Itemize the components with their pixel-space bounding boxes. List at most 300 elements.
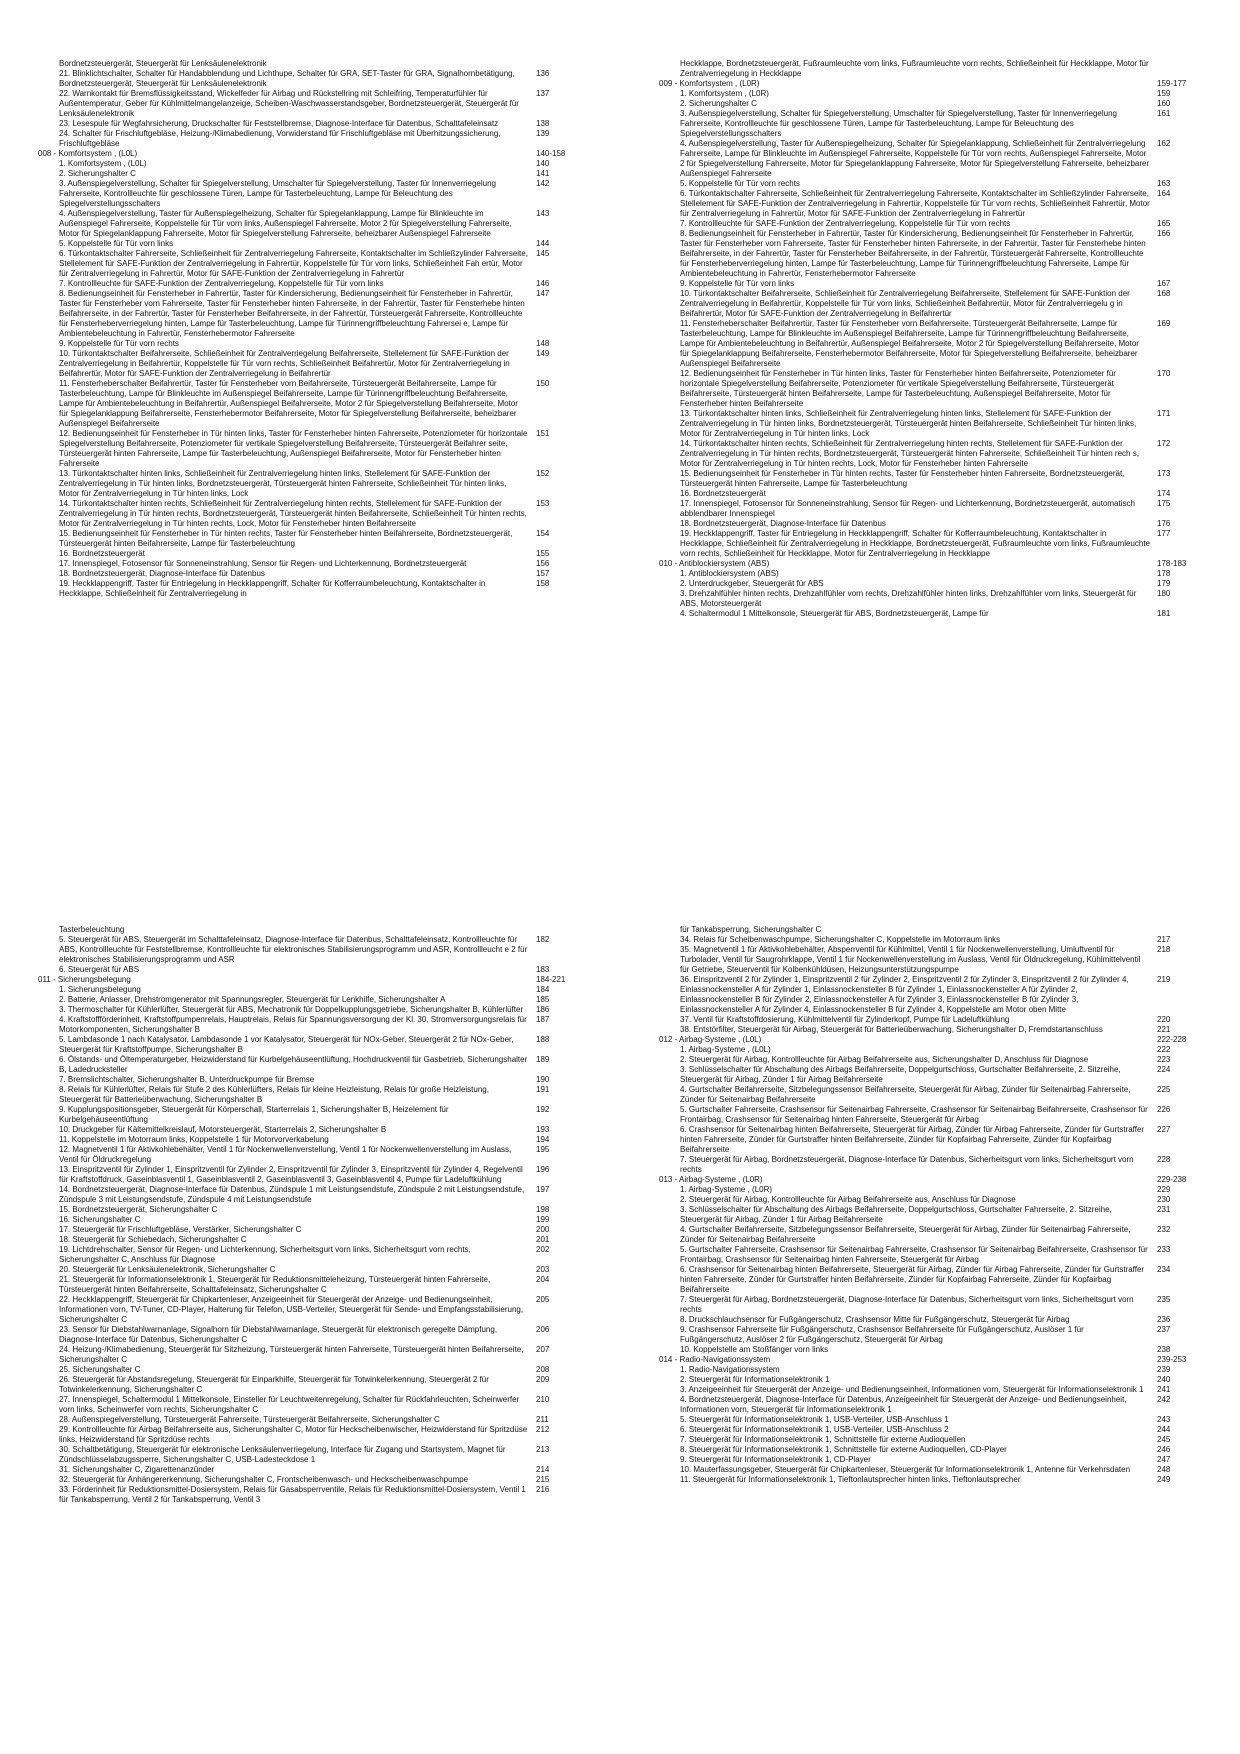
entry-text: 10. Türkontaktschalter Beifahrerseite, Schließeinheit für Zentralverriegelung Beifahrerseite, Stellelement für SAFE-Funktion der Zentralverriegelung in Beifahrertür, Koppelstelle für Tür vorn links, Schließeinheit Beifahrertür, Motor für Zentralverriegelu g in Beifahrertür, Motor für SAFE-Funktion der Zentralverriegelung in Beifahrertür	[680, 289, 1130, 318]
index-entry	[59, 1085, 579, 1105]
entry-text: 5. Koppelstelle für Tür vorn links	[59, 239, 174, 248]
entry-text: 3. Thermoschalter für Kühlerlüfter, Steuergerät für ABS, Mechatronik für Doppelkupplungsgetriebe, Sicherungshalter B, Kühlerlüfter	[59, 1005, 524, 1014]
entry-text: 19. Heckklappengriff, Taster für Entriegelung in Heckklappengriff, Schalter für Kofferraumbeleuchtung, Kontaktschalter in Heckklappe, Schließeinheit für Zentralverriegelung in	[59, 579, 486, 598]
entry-text: 18. Bordnetzsteuergerät, Diagnose-Interface für Datenbus	[59, 569, 265, 578]
index-panel-bottom-left	[38, 925, 579, 1505]
index-entry	[59, 169, 579, 179]
entry-text: 7. Steuergerät für Airbag, Bordnetzsteuergerät, Diagnose-Interface für Datenbus, Sicherheitsgurt vorn links, Sicherheitsgurt vorn rechts	[680, 1295, 1134, 1314]
index-entry	[680, 519, 1200, 529]
entry-text: 4. Kraftstoffförderinheit, Kraftstoffpumpenrelais, Hauptrelais, Relais für Spannungsversorgung der Kl. 30, Stromversorgungsrelais für Motorkomponenten, Sicherungshalter B	[59, 1015, 527, 1034]
page-number: 233	[1157, 1245, 1171, 1254]
page-number: 152	[536, 469, 550, 478]
index-entry	[59, 129, 579, 149]
index-entry	[680, 189, 1200, 219]
entry-text: 23. Sensor für Diebstahlwarnanlage, Signalhorn für Diebstahlwarnanlage, Steuergerät für elektronisch geregelte Dämpfung, Diagnose-Interface für Datenbus, Sicherungshalter C	[59, 1325, 498, 1344]
index-entry	[680, 89, 1200, 99]
page-number: 247	[1157, 1455, 1171, 1464]
index-entry	[680, 945, 1200, 975]
entry-text: 38. Entstörfilter, Steuergerät für Airbag, Steuergerät für Batterieüberwachung, Sicherungshalter D, Fremdstartanschluss	[680, 1025, 1103, 1034]
page-number: 239-253	[1157, 1355, 1187, 1364]
entry-text: 4. Gurtschalter Beifahrerseite, Sitzbelegungssensor Beifahrerseite, Steuergerät für Airbag, Zünder für Seitenairbag Fahrerseite, Zünder für Seitenairbag Beifahrerseite	[680, 1085, 1131, 1104]
entry-text: 010 - Antiblockiersystem (ABS)	[659, 559, 770, 568]
index-entry	[59, 1425, 579, 1445]
page-number: 195	[536, 1145, 550, 1154]
index-panel-top-right	[659, 59, 1200, 619]
page-number: 187	[536, 1015, 550, 1024]
entry-text: 12. Bedienungseinheit für Fensterheber in Tür hinten links, Taster für Fensterheber hinten Beifahrerseite, Potenziometer für horizontale Spiegelverstellung Beifahrerseite, Potenziometer für vertikale Spiegelverstellung Beifahrerseite, Türsteuergerät Beifahrerseite, Türsteuergerät hinten Beifahrerseite, Lampe für Tasterbeleuchtung, Außenspiegel Beifahrerseite, Motor für Fensterheber hinten Beifahrerseite	[680, 369, 1116, 408]
index-entry	[59, 119, 579, 129]
index-entry	[680, 1375, 1200, 1385]
page-number: 181	[1157, 609, 1171, 618]
page-number: 225	[1157, 1085, 1171, 1094]
page-number: 232	[1157, 1225, 1171, 1234]
entry-text: 7. Steuergerät für Airbag, Bordnetzsteuergerät, Diagnose-Interface für Datenbus, Sicherheitsgurt vorn links, Sicherheitsgurt vorn rechts	[680, 1155, 1134, 1174]
page-number: 212	[536, 1425, 550, 1434]
page-number: 215	[536, 1475, 550, 1484]
index-entry	[59, 1475, 579, 1485]
page-number: 231	[1157, 1205, 1171, 1214]
index-entry	[59, 249, 579, 279]
entry-text: 7. Kontrollleuchte für SAFE-Funktion der Zentralverriegelung, Koppelstelle für Tür vorn links	[59, 279, 384, 288]
page-number: 234	[1157, 1265, 1171, 1274]
index-entry	[680, 499, 1200, 519]
page-number: 240	[1157, 1375, 1171, 1384]
entry-text: 10. Druckgeber für Kältemittelkreislauf, Motorsteuergerät, Starterrelais 2, Sicherungshalter B	[59, 1125, 387, 1134]
entry-text: 28. Außenspiegelverstellung, Türsteuergerät Fahrerseite, Türsteuergerät Beifahrerseite, Sicherungshalter C	[59, 1415, 440, 1424]
entry-text: 6. Crashsensor für Seitenairbag hinten Beifahrerseite, Steuergerät für Airbag, Zünder für Airbag Fahrerseite, Zünder für Gurtstraffer hinten Fahrerseite, Zünder für Gurtstraffer hinten Beifahrerseite, Zünder für Kopfairbag Fahrerseite, Zünder für Kopfairbag Beifahrerseite	[680, 1265, 1145, 1294]
entry-text: 15. Bordnetzsteuergerät, Sicherungshalter C	[59, 1205, 218, 1214]
page-number: 207	[536, 1345, 550, 1354]
entry-text: 18. Steuergerät für Schiebedach, Sicherungshalter C	[59, 1235, 247, 1244]
page-number: 249	[1157, 1475, 1171, 1484]
index-entry	[59, 1055, 579, 1075]
page-number: 169	[1157, 319, 1171, 328]
page-number: 210	[536, 1395, 550, 1404]
entry-text: 36. Einspritzventil 2 für Zylinder 1, Einspritzventil 2 für Zylinder 2, Einspritzventil 2 für Zylinder 3, Einspritzventil 2 für Zylinder 4, Einlassnockensteller A für Zylinder 1, Einlassnockensteller B für Zylinder 1, Einlassnockensteller A für Zylinder 2, Einlassnockensteller B für Zylinder 2, Einlassnockensteller A für Zylinder 3, Einlassnockensteller B für Zylinder 3, Einlassnockensteller A für Zylinder 4, Einlassnockensteller B für Zylinder 4, Koppelstelle am Motor oben Mitte	[680, 975, 1129, 1014]
index-entry	[680, 99, 1200, 109]
index-entry	[680, 1055, 1200, 1065]
page-number: 156	[536, 559, 550, 568]
index-entry	[59, 1005, 579, 1015]
page-number: 179	[1157, 579, 1171, 588]
index-entry	[59, 499, 579, 529]
index-entry	[59, 1415, 579, 1425]
page-number: 149	[536, 349, 550, 358]
index-entry	[680, 59, 1200, 79]
index-entry	[680, 579, 1200, 589]
index-entry	[680, 1105, 1200, 1125]
entry-text: 9. Crashsensor Fahrerseite für Fußgängerschutz, Crashsensor Beifahrerseite für Fußgängerschutz, Auslöser 1 für Fußgängerschutz, Auslöser 2 für Fußgängerschutz, Steuergerät für Airbag	[680, 1325, 1084, 1344]
page-number: 205	[536, 1295, 550, 1304]
index-entry	[680, 1155, 1200, 1175]
entry-text: 4. Bordnetzsteuergerät, Diagnose-Interface für Datenbus, Anzeigeeinheit für Steuergerät der Anzeige- und Bedienungseinheit, Informationen vorn, Steuergerät für Informationselektronik 1	[680, 1395, 1127, 1414]
page-number: 160	[1157, 99, 1171, 108]
entry-text: 2. Batterie, Anlasser, Drehstromgenerator mit Spannungsregler, Steuergerät für Lenkhilfe, Sicherungshalter A	[59, 995, 446, 1004]
entry-text: Bordnetzsteuergerät, Steuergerät für Lenksäulenelektronik	[59, 59, 267, 68]
page-number: 142	[536, 179, 550, 188]
entry-text: 3. Außenspiegelverstellung, Schalter für Spiegelverstellung, Umschalter für Spiegelverstellung, Taster für Innenverriegelung Fahrerseite, Kontrollleuchte für geschlossene Türen, Lampe für Tasterbeleuchtung, Lampe für Beleuchtung des Spiegelverstellungsschalters	[680, 109, 1117, 138]
entry-text: 26. Steuergerät für Abstandsregelung, Steuergerät für Einparkhilfe, Steuergerät für Totwinkelerkennung, Steuergerät 2 für Totwinkelerkennung, Sicherungshalter C	[59, 1375, 489, 1394]
page-number: 176	[1157, 519, 1171, 528]
index-entry	[59, 1105, 579, 1125]
page-number: 184-221	[536, 975, 566, 984]
index-entry	[680, 469, 1200, 489]
page-number: 220	[1157, 1015, 1171, 1024]
page-number: 173	[1157, 469, 1171, 478]
entry-text: 10. Koppelstelle am Stoßfänger vorn links	[680, 1345, 829, 1354]
page-number: 194	[536, 1135, 550, 1144]
page-number: 237	[1157, 1325, 1171, 1334]
page-number: 228	[1157, 1155, 1171, 1164]
page-number: 144	[536, 239, 550, 248]
page-number: 167	[1157, 279, 1171, 288]
entry-text: 6. Crashsensor für Seitenairbag hinten Beifahrerseite, Steuergerät für Airbag, Zünder für Airbag Fahrerseite, Zünder für Gurtstraffer hinten Fahrerseite, Zünder für Gurtstraffer hinten Beifahrerseite, Zünder für Kopfairbag Fahrerseite, Zünder für Kopfairbag Beifahrerseite	[680, 1125, 1145, 1154]
page-number: 245	[1157, 1435, 1171, 1444]
entry-text: 009 - Komfortsystem , (L0R)	[659, 79, 760, 88]
index-entry	[59, 429, 579, 469]
index-entry	[680, 1455, 1200, 1465]
page-number: 159	[1157, 89, 1171, 98]
index-entry	[59, 1485, 579, 1505]
index-entry	[59, 1165, 579, 1185]
entry-text: 8. Relais für Kühlerlüfter, Relais für Stufe 2 des Kühlerlüfters, Relais für kleine Heizleistung, Relais für große Heizleistung, Steuergerät für Batterieüberwachung, Sicherungshalter B	[59, 1085, 489, 1104]
entry-text: 14. Türkontaktschalter hinten rechts, Schließeinheit für Zentralverriegelung hinten rechts, Stellelement für SAFE-Funktion der Zentralverriegelung in Tür hinten rechts, Bordnetzsteuergerät, Türsteuergerät hinten Fahrerseite, Schließeinheit Tür hinten rech s, Motor für Zentralverriegelung in Tür hinten rechts, Lock, Motor für Fensterheber hinten Fahrerseite	[680, 439, 1139, 468]
index-entry	[59, 569, 579, 579]
entry-text: 29. Kontrollleuchte für Airbag Beifahrerseite aus, Sicherungshalter C, Motor für Heckscheibenwischer, Heizwiderstand für Spritzdüse links, Heizwiderstand für Spritzdüse rechts	[59, 1425, 528, 1444]
entry-text: 11. Steuergerät für Informationselektronik 1, Tieftonlautsprecher hinten links, Tieftonlautsprecher	[680, 1475, 1021, 1484]
entry-text: 9. Koppelstelle für Tür vorn links	[680, 279, 795, 288]
page-number: 222	[1157, 1045, 1171, 1054]
page-number: 170	[1157, 369, 1171, 378]
entry-text: 4. Schaltermodul 1 Mittelkonsole, Steuergerät für ABS, Bordnetzsteuergerät, Lampe für	[680, 609, 989, 618]
index-entry	[680, 1205, 1200, 1225]
entry-text: 16. Bordnetzsteuergerät	[680, 489, 766, 498]
index-entry	[59, 935, 579, 965]
index-entry	[680, 439, 1200, 469]
page-number: 157	[536, 569, 550, 578]
index-entry	[680, 319, 1200, 369]
index-entry	[680, 229, 1200, 279]
index-entry	[59, 239, 579, 249]
index-entry	[680, 409, 1200, 439]
section-heading	[659, 1035, 1200, 1045]
entry-text: 9. Koppelstelle für Tür vorn rechts	[59, 339, 179, 348]
page-number: 140-158	[536, 149, 566, 158]
index-entry	[680, 1045, 1200, 1055]
page-number: 238	[1157, 1345, 1171, 1354]
index-panel-top-left	[38, 59, 579, 599]
entry-text: 014 - Radio-Navigationssystem	[659, 1355, 771, 1364]
page-number: 235	[1157, 1295, 1171, 1304]
page-number: 161	[1157, 109, 1171, 118]
entry-text: 7. Kontrollleuchte für SAFE-Funktion der Zentralverriegelung, Koppelstelle für Tür vorn rechts	[680, 219, 1011, 228]
entry-text: 3. Drehzahlfühler hinten rechts, Drehzahlfühler vorn rechts, Drehzahlfühler hinten links, Drehzahlfühler vorn links, Steuergerät für ABS, Motorsteuergerät	[680, 589, 1137, 608]
entry-text: 32. Steuergerät für Anhängererkennung, Sicherungshalter C, Frontscheibenwasch- und Heckscheibenwaschpumpe	[59, 1475, 469, 1484]
entry-text: 3. Schlüsselschalter für Abschaltung des Airbags Beifahrerseite, Doppelgurtschloss, Gurtschalter Fahrerseite, 2. Sitzreihe, Steuergerät für Airbag, Zünder 1 für Airbag Beifahrerseite	[680, 1205, 1112, 1224]
index-entry	[680, 1195, 1200, 1205]
page-number: 137	[536, 89, 550, 98]
entry-text: 25. Sicherungshalter C	[59, 1365, 141, 1374]
index-entry	[680, 1325, 1200, 1345]
entry-text: 6. Türkontaktschalter Fahrerseite, Schließeinheit für Zentralverriegelung Fahrerseite, Kontaktschalter im Schließzylinder Fahrerseite, Stellelement für SAFE-Funktion der Zentralverriegelung in Fahrertür, Koppelstelle für Tür vorn links, Schließeinheit Fah ertür, Motor für Zentralverriegelung in Fahrertür, Motor für SAFE-Funktion der Zentralverriegelung in Fahrertür	[59, 249, 528, 278]
page-number: 246	[1157, 1445, 1171, 1454]
entry-text: 13. Türkontaktschalter hinten links, Schließeinheit für Zentralverriegelung hinten links, Stellelement für SAFE-Funktion der Zentralverriegelung in Tür hinten links, Bordnetzsteuergerät, Türsteuergerät hinten Fahrerseite, Schließeinheit Tür hinten links, Motor für Zentralverriegelung in Tür hinten links, Lock	[59, 469, 507, 498]
page-number: 183	[536, 965, 550, 974]
entry-text: 5. Lambdasonde 1 nach Katalysator, Lambdasonde 1 vor Katalysator, Steuergerät für NOx-Geber, Steuergerät 2 für NOx-Geber, Steuergerät für Kraftstoffpumpe, Sicherungshalter B	[59, 1035, 514, 1054]
page-number: 248	[1157, 1465, 1171, 1474]
entry-text: 1. Antiblockiersystem (ABS)	[680, 569, 779, 578]
index-entry	[680, 1225, 1200, 1245]
page-number: 193	[536, 1125, 550, 1134]
page-number: 136	[536, 69, 550, 78]
entry-text: 23. Lesespule für Wegfahrsicherung, Druckschalter für Feststellbremse, Diagnose-Interface für Datenbus, Schalttafeleinsatz	[59, 119, 499, 128]
index-entry	[680, 289, 1200, 319]
entry-text: 9. Kupplungspositionsgeber, Steuergerät für Körperschall, Starterrelais 1, Sicherungshalter B, Heizelement für Kurbelgehäuseentlüftung	[59, 1105, 449, 1124]
page-number: 241	[1157, 1385, 1171, 1394]
entry-text: 17. Innenspiegel, Fotosensor für Sonneneinstrahlung, Sensor für Regen- und Lichterkennung, Bordnetzsteuergerät	[59, 559, 467, 568]
page-number: 218	[1157, 945, 1171, 954]
page-number: 186	[536, 1005, 550, 1014]
index-entry	[59, 925, 579, 935]
index-entry	[680, 1365, 1200, 1375]
index-entry	[59, 339, 579, 349]
entry-text: 3. Anzeigeeinheit für Steuergerät der Anzeige- und Bedienungseinheit, Informationen vorn, Steuergerät für Informationselektronik 1	[680, 1385, 1144, 1394]
entry-text: 6. Türkontaktschalter Fahrerseite, Schließeinheit für Zentralverriegelung Fahrerseite, Kontaktschalter im Schließzylinder Fahrerseite, Stellelement für SAFE-Funktion der Zentralverriegelung in Fahrertür, Koppelstelle für Tür vorn rechts, Schließeinheit Fahrertür, Motor für Zentralverriegelung in Fahrertür, Motor für SAFE-Funktion der Zentralverriegelung in Fahrertür	[680, 189, 1150, 218]
entry-text: 6. Steuergerät für ABS	[59, 965, 140, 974]
page-number: 226	[1157, 1105, 1171, 1114]
entry-text: 7. Bremslichtschalter, Sicherungshalter B, Unterdruckpumpe für Bremse	[59, 1075, 315, 1084]
page-number: 196	[536, 1165, 550, 1174]
entry-text: 10. Mauterfassungsgeber, Steuergerät für Chipkartenleser, Steuergerät für Informationselektronik 1, Antenne für Verkehrsdaten	[680, 1465, 1131, 1474]
page-number: 182	[536, 935, 550, 944]
section-heading	[38, 975, 579, 985]
index-entry	[59, 1365, 579, 1375]
index-entry	[59, 379, 579, 429]
page-number: 155	[536, 549, 550, 558]
index-entry	[680, 1425, 1200, 1435]
index-panel-bottom-right	[659, 925, 1200, 1485]
page-number: 229-238	[1157, 1175, 1187, 1184]
entry-text: 1. Komfortsystem , (L0R)	[680, 89, 769, 98]
page-number: 171	[1157, 409, 1171, 418]
index-entry	[680, 109, 1200, 139]
entry-text: 19. Heckklappengriff, Taster für Entriegelung in Heckklappengriff, Schalter für Kofferraumbeleuchtung, Kontaktschalter in Heckklappe, Schließeinheit für Zentralverriegelung in Heckklappe, Bordnetzsteuergerät, Fußraumleuchte vorn links, Fußraumleuchte vorn rechts, Schließeinheit für Heckklappe, Motor für Zentralverriegelung in Heckklappe	[680, 529, 1151, 558]
entry-text: 10. Türkontaktschalter Beifahrerseite, Schließeinheit für Zentralverriegelung Beifahrerseite, Stellelement für SAFE-Funktion der Zentralverriegelung in Beifahrertür, Koppelstelle für Tür vorn rechts, Schließeinheit Beifahrertür, Motor für Zentralverriegelung in Beifahrertür, Motor für SAFE-Funktion der Zentralverriegelung in Beifahrertür	[59, 349, 510, 378]
page-number: 208	[536, 1365, 550, 1374]
page-number: 150	[536, 379, 550, 388]
entry-text: 1. Radio-Navigationssystem	[680, 1365, 780, 1374]
index-entry	[59, 289, 579, 339]
entry-text: 30. Schaltbetätigung, Steuergerät für elektronische Lenksäulenverriegelung, Interface für Zugang und Startsystem, Magnet für Zündschlüsselabzugssperre, Sicherungshalter C, USB-Ladesteckdose 1	[59, 1445, 506, 1464]
page-number: 219	[1157, 975, 1171, 984]
index-entry	[59, 1375, 579, 1395]
index-entry	[680, 1065, 1200, 1085]
page-number: 159-177	[1157, 79, 1187, 88]
entry-text: 17. Innenspiegel, Fotosensor für Sonneneinstrahlung, Sensor für Regen- und Lichterkennung, Bordnetzsteuergerät, automatisch abblendbarer Innenspiegel	[680, 499, 1135, 518]
entry-text: 8. Bedienungseinheit für Fensterheber in Fahrertür, Taster für Kindersicherung, Bedienungseinheit für Fensterheber in Fahrertür, Taster für Fensterheber vorn Fahrerseite, Taster für Fensterheber hinten Fahrerseite, in der Fahrertür, Taster für Fensterhebe hinten Beifahrerseite, in der Fahrertür, Taster für Fensterheber Beifahrerseite, in der Fahrertür, Türsteuergerät Fahrerseite, Kontrollleuchte für Fensterheberverriegelung hinten, Lampe für Tasterbeleuchtung, Lampe für Türinnengriffbeleuchtung Fahrersei e, Lampe für Ambientebeleuchtung in Fahrertür, Fensterhebermotor Fahrerseite	[59, 289, 525, 338]
index-entry	[59, 469, 579, 499]
index-entry	[59, 1015, 579, 1035]
index-entry	[680, 1295, 1200, 1315]
entry-text: 5. Gurtschalter Fahrerseite, Crashsensor für Seitenairbag Fahrerseite, Crashsensor für Seitenairbag Beifahrerseite, Crashsensor für Frontairbag, Crashsensor für Seitenairbag hinten Fahrerseite, Steuergerät für Airbag	[680, 1245, 1148, 1264]
index-entry	[59, 1325, 579, 1345]
page-number: 189	[536, 1055, 550, 1064]
entry-text: 22. Heckklappengriff, Steuergerät für Chipkartenleser, Anzeigeeinheit für Steuergerät der Anzeige- und Bedienungseinheit, Informationen vorn, TV-Tuner, CD-Player, Halterung für Telefon, USB-Verteiler, Steuergerät für Sende- und Empfangsstabilisierung, Sicherungshalter C	[59, 1295, 524, 1324]
page-number: 214	[536, 1465, 550, 1474]
page-number: 184	[536, 985, 550, 994]
page-number: 197	[536, 1185, 550, 1194]
index-entry	[59, 549, 579, 559]
index-entry	[59, 1185, 579, 1205]
page-number: 209	[536, 1375, 550, 1384]
index-entry	[680, 1085, 1200, 1105]
page-number: 145	[536, 249, 550, 258]
index-entry	[59, 579, 579, 599]
index-entry	[680, 1185, 1200, 1195]
index-entry	[59, 1295, 579, 1325]
index-entry	[680, 925, 1200, 935]
section-heading	[38, 149, 579, 159]
entry-text: 20. Steuergerät für Lenksäulenelektronik, Sicherungshalter C	[59, 1265, 276, 1274]
entry-text: 14. Türkontaktschalter hinten rechts, Schließeinheit für Zentralverriegelung hinten rechts, Stellelement für SAFE-Funktion der Zentralverriegelung in Tür hinten rechts, Bordnetzsteuergerät, Türsteuergerät hinten Beifahrerseite, Schließeinheit Tür hinten rechts, Motor für Zentralverriegelung in Tür hinten rechts, Lock, Motor für Fensterheber hinten Beifahrerseite	[59, 499, 527, 528]
entry-text: 13. Türkontaktschalter hinten links, Schließeinheit für Zentralverriegelung hinten links, Stellelement für SAFE-Funktion der Zentralverriegelung in Tür hinten links, Bordnetzsteuergerät, Türsteuergerät hinten Beifahrerseite, Schließeinheit Tür hinten links, Motor für Zentralverriegelung in Tür hinten links, Lock	[680, 409, 1137, 438]
entry-text: 9. Steuergerät für Informationselektronik 1, CD-Player	[680, 1455, 871, 1464]
entry-text: 6. Steuergerät für Informationselektronik 1, USB-Verteiler, USB-Anschluss 2	[680, 1425, 949, 1434]
index-entry	[680, 1475, 1200, 1485]
index-entry	[59, 1465, 579, 1475]
entry-text: 012 - Airbag-Systeme , (L0L)	[659, 1035, 762, 1044]
page-number: 223	[1157, 1055, 1171, 1064]
entry-text: 24. Schalter für Frischluftgebläse, Heizung-/Klimabedienung, Vorwiderstand für Frischluftgebläse mit Überhitzungssicherung, Frischluftgebläse	[59, 129, 501, 148]
entry-text: 8. Steuergerät für Informationselektronik 1, Schnittstelle für externe Audioquellen, CD-Player	[680, 1445, 1007, 1454]
page-number: 158	[536, 579, 550, 588]
page-number: 151	[536, 429, 550, 438]
entry-text: 5. Koppelstelle für Tür vorn rechts	[680, 179, 800, 188]
page-number: 164	[1157, 189, 1171, 198]
section-heading	[659, 1355, 1200, 1365]
entry-text: 21. Steuergerät für Informationselektronik 1, Steuergerät für Reduktionsmitteleheizung, Türsteuergerät hinten Fahrerseite, Türsteuergerät hinten Beifahrerseite, Schalttafeleinsatz, Sicherungshalter C	[59, 1275, 491, 1294]
page-number: 229	[1157, 1185, 1171, 1194]
section-heading	[659, 1175, 1200, 1185]
index-entry	[680, 1015, 1200, 1025]
index-entry	[59, 1075, 579, 1085]
page-number: 163	[1157, 179, 1171, 188]
page-number: 200	[536, 1225, 550, 1234]
index-entry	[680, 1245, 1200, 1265]
index-entry	[680, 529, 1200, 559]
entry-text: 13. Einspritzventil für Zylinder 1, Einspritzventil für Zylinder 2, Einspritzventil für Zylinder 3, Einspritzventil für Zylinder 4, Regelventil für Kraftstoffdruck, Gaseinblasventil 1, Gaseinblasventil 2, Gaseinblasventil 3, Gaseinblasventil 4, Pumpe für Ladeluftkühlung	[59, 1165, 523, 1184]
entry-text: 008 - Komfortsystem , (L0L)	[38, 149, 138, 158]
index-entry	[59, 985, 579, 995]
page-number: 221	[1157, 1025, 1171, 1034]
index-entry	[680, 1025, 1200, 1035]
index-entry	[680, 1445, 1200, 1455]
index-entry	[680, 369, 1200, 409]
page-number: 180	[1157, 589, 1171, 598]
entry-text: 011 - Sicherungsbelegung	[38, 975, 131, 984]
page-number: 236	[1157, 1315, 1171, 1324]
entry-text: 1. Airbag-Systeme , (L0R)	[680, 1185, 773, 1194]
page-number: 203	[536, 1265, 550, 1274]
page-number: 202	[536, 1245, 550, 1254]
page-number: 153	[536, 499, 550, 508]
entry-text: 27. Innenspiegel, Schaltermodul 1 Mittelkonsole, Einsteller für Leuchtweitenregelung, Schalter für Rückfahrleuchten, Scheinwerfer vorn links, Scheinwerfer vorn rechts, Sicherungshalter C	[59, 1395, 520, 1414]
index-entry	[59, 1275, 579, 1295]
index-entry	[59, 1235, 579, 1245]
page-number: 211	[536, 1415, 549, 1424]
page-number: 192	[536, 1105, 550, 1114]
entry-text: 11. Fensterheberschalter Beifahrertür, Taster für Fensterheber vorn Beifahrerseite, Türsteuergerät Beifahrerseite, Lampe für Tasterbeleuchtung, Lampe für Blinkleuchte im Außenspiegel Beifahrerseite, Lampe für Türinnengriffbeleuchtung Beifahrerseite, Lampe für Ambientebeleuchtung in Beifahrertür, Außenspiegel Beifahrerseite, Motor 2 für Spiegelverstellung Beifahrerseite, Motor für Spiegelanklappung Beifahrerseite, Fensterhebermotor Beifahrerseite, Motor für Spiegelverstellung Beifahrerseite, beheizbarer Außenspiegel Beifahrerseite	[59, 379, 518, 428]
page-number: 178-183	[1157, 559, 1187, 568]
entry-text: 35. Magnetventil 1 für Aktivkohlebehälter, Absperrventil für Kühlmittel, Ventil 1 für Nockenwellenverstellung, Umluftventil für Turbolader, Ventil für Saugrohrklappe, Ventil 1 für Nockenwellenverstellung im Auslass, Ventil für Öldruckregelung, Kühlmittelventil für Getriebe, Steuerventil für Kolbenkühldüsen, Heizungsunterstützungspumpe	[680, 945, 1141, 974]
index-entry	[680, 179, 1200, 189]
entry-text: Tasterbeleuchtung	[59, 925, 125, 934]
index-entry	[680, 1415, 1200, 1425]
entry-text: 8. Druckschlauchsensor für Fußgängerschutz, Crashsensor Mitte für Fußgängerschutz, Steuergerät für Airbag	[680, 1315, 1070, 1324]
index-entry	[59, 559, 579, 569]
page-number: 185	[536, 995, 550, 1004]
entry-text: 33. Förderinheit für Reduktionsmittel-Dosiersystem, Relais für Gasabsperrventile, Relais für Reduktionsmittel-Dosiersystem, Ventil 1 für Tankabsperrung, Ventil 2 für Tankabsperrung, Ventil 3	[59, 1485, 526, 1504]
index-entry	[680, 1395, 1200, 1415]
index-entry	[59, 89, 579, 119]
page-number: 244	[1157, 1425, 1171, 1434]
index-entry	[59, 1035, 579, 1055]
entry-text: 37. Ventil für Kraftstoffdosierung, Kühlmittelventil für Zylinderkopf, Pumpe für Ladeluftkühlung	[680, 1015, 1010, 1024]
index-entry	[59, 1445, 579, 1465]
index-entry	[59, 59, 579, 69]
entry-text: Heckklappe, Bordnetzsteuergerät, Fußraumleuchte vorn links, Fußraumleuchte vorn rechts, Schließeinheit für Heckklappe, Motor für Zentralverriegelung in Heckklappe	[680, 59, 1149, 78]
entry-text: 17. Steuergerät für Frischluftgebläse, Verstärker, Sicherungshalter C	[59, 1225, 302, 1234]
entry-text: 3. Schlüsselschalter für Abschaltung des Airbags Beifahrerseite, Doppelgurtschloss, Gurtschalter Beifahrerseite, 2. Sitzreihe, Steuergerät für Airbag, Zünder 1 für Airbag Beifahrerseite	[680, 1065, 1121, 1084]
page-number: 224	[1157, 1065, 1171, 1074]
index-entry	[59, 1225, 579, 1235]
entry-text: 2. Unterdruckgeber, Steuergerät für ABS	[680, 579, 824, 588]
entry-text: 2. Steuergerät für Airbag, Kontrollleuchte für Airbag Beifahrerseite aus, Anschluss für Diagnose	[680, 1195, 1016, 1204]
entry-text: 12. Bedienungseinheit für Fensterheber in Tür hinten links, Taster für Fensterheber hinten Fahrerseite, Potenziometer für horizontale Spiegelverstellung Beifahrerseite, Potenziometer für vertikale Spiegelverstellung Beifahrerseite, Türsteuergerät Beifahrer seite, Türsteuergerät hinten Fahrerseite, Lampe für Tasterbeleuchtung, Außenspiegel Beifahrerseite, Motor für Fensterheber hinten Fahrerseite	[59, 429, 528, 468]
page-number: 166	[1157, 229, 1171, 238]
entry-text: für Tankabsperrung, Sicherungshalter C	[680, 925, 822, 934]
index-entry	[59, 349, 579, 379]
page-number: 172	[1157, 439, 1171, 448]
entry-text: 013 - Airbag-Systeme , (L0R)	[659, 1175, 763, 1184]
entry-text: 5. Gurtschalter Fahrerseite, Crashsensor für Seitenairbag Fahrerseite, Crashsensor für Seitenairbag Beifahrerseite, Crashsensor für Frontairbag, Crashsensor für Seitenairbag hinten Fahrerseite, Steuergerät für Airbag	[680, 1105, 1148, 1124]
entry-text: 1. Komfortsystem , (L0L)	[59, 159, 147, 168]
page-number: 227	[1157, 1125, 1171, 1134]
entry-text: 19. Lichtdrehschalter, Sensor für Regen- und Lichterkennung, Sicherheitsgurt vorn links, Sicherheitsgurt vorn rechts, Sicherungshalter C, Anschluss für Diagnose	[59, 1245, 471, 1264]
entry-text: 16. Sicherungshalter C	[59, 1215, 141, 1224]
index-entry	[59, 279, 579, 289]
page-number: 222-228	[1157, 1035, 1187, 1044]
page-number: 239	[1157, 1365, 1171, 1374]
page-number: 201	[536, 1235, 550, 1244]
section-heading	[659, 79, 1200, 89]
entry-text: 18. Bordnetzsteuergerät, Diagnose-Interface für Datenbus	[680, 519, 886, 528]
entry-text: 4. Außenspiegelverstellung, Taster für Außenspiegelheizung, Schalter für Spiegelanklappung, Schließeinheit für Zentralverriegelung Fahrerseite, Lampe für Blinkleuchte im Außenspiegel Fahrerseite, Koppelstelle für Tür vorn rechts, Außenspiegel Fahrerseite, Motor 2 für Spiegelverstellung Fahrerseite, Motor für Spiegelanklappung Fahrerseite, Motor für Spiegelverstellung Fahrerseite, beheizbarer Außenspiegel Fahrerseite	[680, 139, 1150, 178]
page-number: 147	[536, 289, 550, 298]
index-entry	[680, 139, 1200, 179]
page-number: 140	[536, 159, 550, 168]
entry-text: 7. Steuergerät für Informationselektronik 1, Schnittstelle für externe Audioquellen	[680, 1435, 966, 1444]
index-entry	[680, 1265, 1200, 1295]
page-number: 230	[1157, 1195, 1171, 1204]
entry-text: 2. Steuergerät für Airbag, Kontrollleuchte für Airbag Beifahrerseite aus, Sicherungshalter D, Anschluss für Diagnose	[680, 1055, 1089, 1064]
index-entry	[680, 1315, 1200, 1325]
index-entry	[59, 995, 579, 1005]
entry-text: 11. Fensterheberschalter Beifahrertür, Taster für Fensterheber vorn Beifahrerseite, Türsteuergerät Beifahrerseite, Lampe für Tasterbeleuchtung, Lampe für Blinkleuchte im Außenspiegel Beifahrerseite, Lampe für Türinnengriffbeleuchtung Beifahrerseite, Lampe für Ambientebeleuchtung in Beifahrertür, Außenspiegel Beifahrerseite, Motor 2 für Spiegelverstellung Beifahrerseite, Motor für Spiegelanklappung Beifahrerseite, Fensterhebermotor Beifahrerseite, Motor für Spiegelverstellung Beifahrerseite, beheizbarer Außenspiegel Beifahrerseite	[680, 319, 1139, 368]
index-entry	[680, 1435, 1200, 1445]
index-entry	[59, 179, 579, 209]
entry-text: 5. Steuergerät für Informationselektronik 1, USB-Verteiler, USB-Anschluss 1	[680, 1415, 949, 1424]
